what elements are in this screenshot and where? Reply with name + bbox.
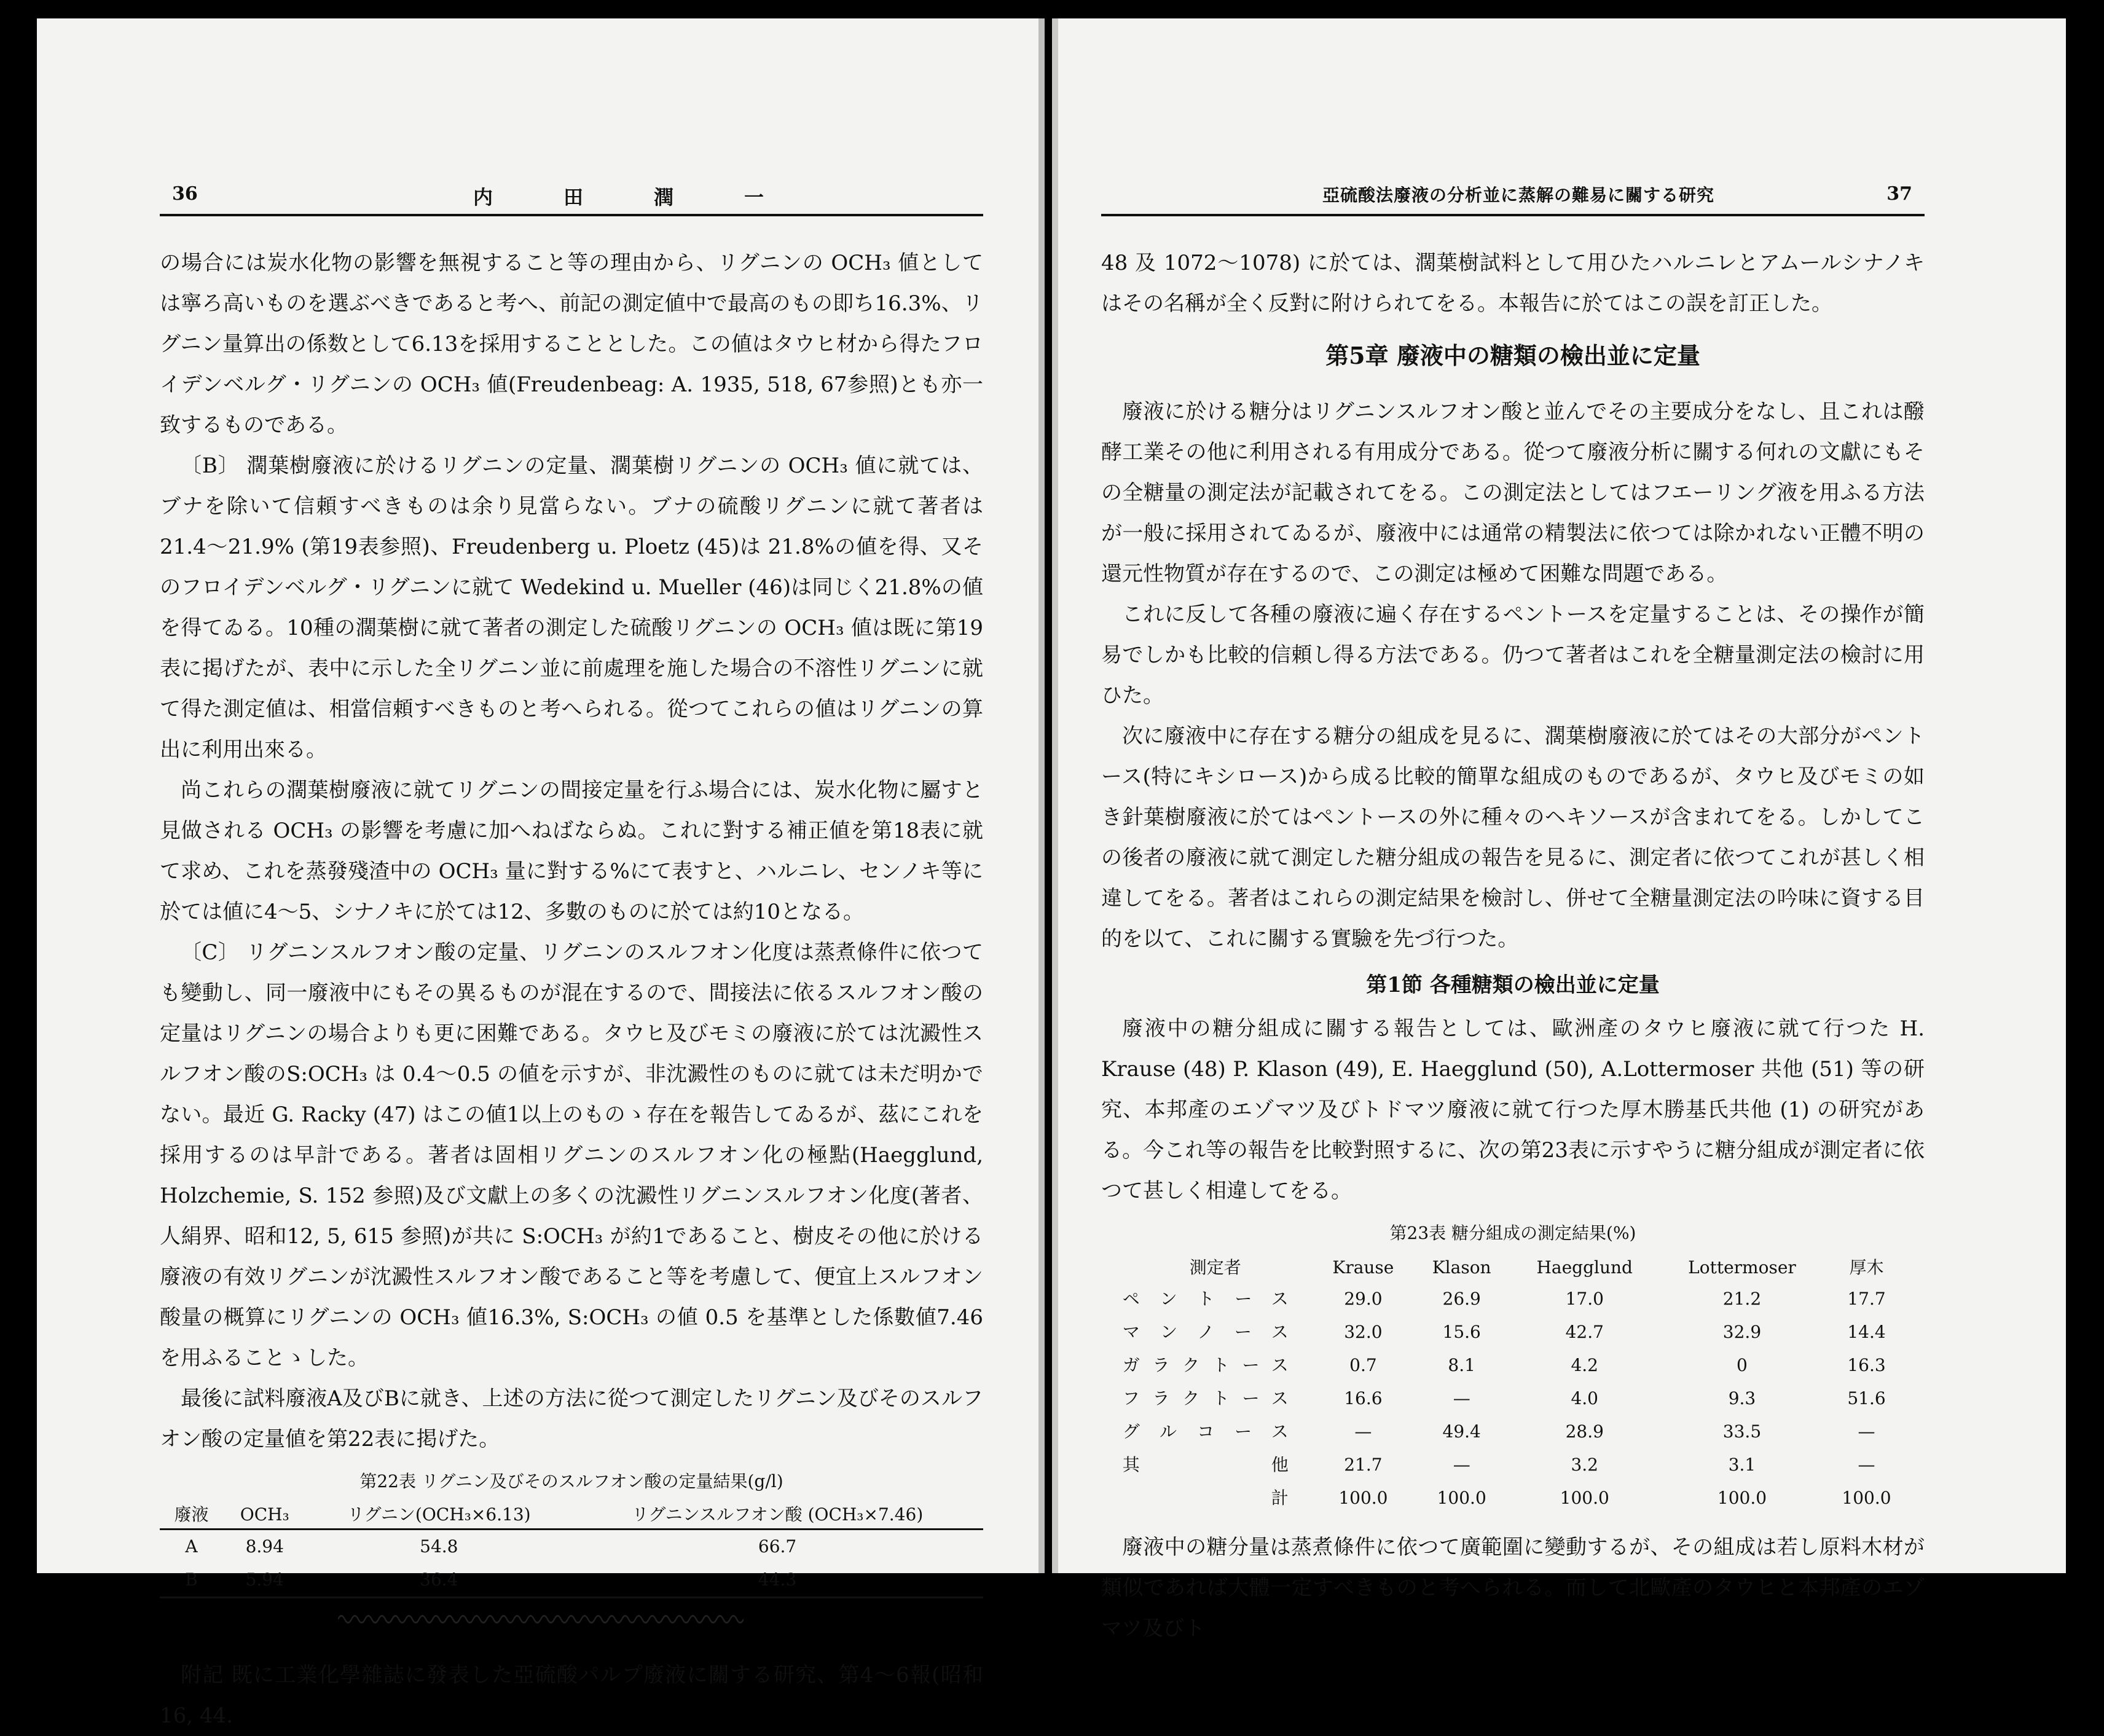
running-head-title: 亞硫酸法廢液の分析並に蒸解の難易に關する研究 [1322, 185, 1715, 205]
table-row [1118, 1415, 1908, 1448]
table-cell: 4.2 [1571, 1355, 1598, 1375]
table-header: Lottermoser [1688, 1257, 1796, 1278]
table-cell: 42.7 [1565, 1322, 1604, 1342]
paragraph: これに反して各種の廢液に遍く存在するペントースを定量することは、その操作が簡易でしかも比較的信頼し得る方法である。仍つて著者はこれを全糖量測定法の檢討に用ひた。 [1101, 602, 1925, 708]
paragraph: 〔B〕 濶葉樹廢液に於けるリグニンの定量、濶葉樹リグニンの OCH₃ 値に就ては、ブナを除いて信頼すべきものは余り見當らない。ブナの硫酸リグニンに就て著者は 21.4～21.9% (第19表参照)、Freudenberg u. Ploetz (45)は 21.8%の値を得、又そのフロイデンベルグ・リグニンに就て Wedekind u. Mueller (46)は同じく21.8%の値を得てゐる。10種の濶葉樹に就て著者の測定した硫酸リグニンの OCH₃ 値は既に第19表に掲げたが、表中に示した全リグニン並に前處理を施した場合の不溶性リグニンに就て得た測定値は、相當信頼すべきものと考へられる。從つてこれらの値はリグニンの算出に利用出來る。 [160, 454, 983, 762]
table-cell: 100.0 [1842, 1488, 1891, 1508]
right-running-header [1101, 177, 1925, 216]
paragraph: 廢液中の糖分組成に關する報告としては、歐洲產のタウヒ廢液に就て行つた H. Krause (48) P. Klason (49), E. Haegglund (50), A.Lottermoser 共他 (51) 等の研究、本邦產のエゾマツ及びトドマツ廢液に就て行つた厚木勝基氏共他 (1) の研究がある。今これ等の報告を比較對照するに、次の第23表に示すやうに糖分組成が測定者に依つて甚しく相違してをる。 [1101, 1016, 1925, 1203]
table-cell: 17.0 [1565, 1289, 1604, 1309]
table-cell: 54.8 [420, 1536, 458, 1557]
table-cell: 44.3 [758, 1569, 797, 1590]
paragraph: 最後に試料廢液A及びBに就き、上述の方法に從つて測定したリグニン及びそのスルフオン酸の定量値を第22表に掲げた。 [160, 1386, 983, 1451]
left-page [37, 18, 1045, 1728]
table-cell: A [185, 1536, 198, 1557]
table-row [1118, 1448, 1908, 1482]
table-row-total [1118, 1482, 1908, 1515]
chapter-title: 第5章 廢液中の糖類の檢出並に定量 [1325, 342, 1700, 369]
footnote: 附記 既に工業化學雜誌に發表した亞硫酸パルプ廢液に關する研究、第4～6報(昭和16, 44. [160, 1663, 983, 1728]
table-cell: 100.0 [1717, 1488, 1767, 1508]
table-cell: 100.0 [1338, 1488, 1388, 1508]
table-cell: 16.3 [1847, 1355, 1886, 1375]
table-header: Krause [1332, 1257, 1394, 1278]
table-cell: 51.6 [1847, 1388, 1886, 1408]
table-row [160, 1563, 983, 1598]
table-cell: 49.4 [1442, 1421, 1481, 1442]
right-page [1052, 18, 2066, 1641]
paragraph: 〔C〕 リグニンスルフオン酸の定量、リグニンのスルフオン化度は蒸煮條件に依つても變動し、同一廢液中にもその異るものが混在するので、間接法に依るスルフオン酸の定量はリグニンの場合よりも更に困難である。タウヒ及びモミの廢液に於ては沈澱性スルフオン酸のS:OCH₃ は 0.4～0.5 の値を示すが、非沈澱性のものに就ては未だ明かでない。最近 G. Racky (47) はこの値1以上のものゝ存在を報告してゐるが、茲にこれを採用するのは早計である。著者は固相リグニンのスルフオン化の極點(Haegglund, Holzchemie, S. 152 参照)及び文獻上の多くの沈澱性リグニンスルフオン化度(著者、人絹界、昭和12, 5, 615 参照)が共に S:OCH₃ が約1であること、樹皮その他に於ける廢液の有效リグニンが沈澱性スルフオン酸であること等を考慮して、便宜上スルフオン酸量の概算にリグニンの OCH₃ 値16.3%, S:OCH₃ の値 0.5 を基準とした係數値7.46を用ふることゝした。 [160, 940, 983, 1370]
table-cell: 28.9 [1565, 1421, 1604, 1442]
table-22-caption: 第22表 リグニン及びそのスルフオン酸の定量結果(g/l) [359, 1471, 783, 1491]
table-cell: 8.1 [1448, 1355, 1475, 1375]
table-cell: — [1453, 1388, 1470, 1408]
page-edge [1052, 18, 1058, 1573]
paragraph: 廢液中の糖分量は蒸煮條件に依つて廣範圍に變動するが、その組成は若し原料木材が類似であれば大體一定すべきものと考へられる。而して北歐產のタウヒと本邦產のエゾマツ及びト [1101, 1535, 1925, 1641]
table-cell: 5.94 [245, 1569, 284, 1590]
running-head-author: 内田潤一 [473, 186, 835, 209]
right-page-body [1101, 243, 1925, 1649]
table-22 [160, 1501, 983, 1598]
table-row [1118, 1349, 1908, 1382]
table-cell: 17.7 [1847, 1289, 1886, 1309]
paragraph: 尚これらの濶葉樹廢液に就てリグニンの間接定量を行ふ場合には、炭水化物に屬すと見做される OCH₃ の影響を考慮に加へねばならぬ。これに對する補正値を第18表に就て求め、これを蒸發殘渣中の OCH₃ 量に對する%にて表すと、ハルニレ、センノキ等に於ては値に4～5、シナノキに於ては12、多數のものに於ては約10となる。 [160, 778, 983, 924]
table-cell: 33.5 [1722, 1421, 1762, 1442]
table-cell: 14.4 [1847, 1322, 1886, 1342]
table-header: Klason [1432, 1257, 1491, 1278]
paragraph: の場合には炭水化物の影響を無視すること等の理由から、リグニンの OCH₃ 値としては寧ろ高いものを選ぶべきであると考へ、前記の測定値中で最高のもの即ち16.3%、リグニン量算出の係数として6.13を採用することとした。この値はタウヒ材から得たフロイデンベルグ・リグニンの OCH₃ 値(Freudenbeag: A. 1935, 518, 67参照)とも亦一致するものである。 [160, 251, 983, 438]
wavy-divider [338, 1611, 744, 1628]
paragraph: 廢液に於ける糖分はリグニンスルフオン酸と並んでその主要成分をなし、且これは醱酵工業その他に利用される有用成分である。從つて廢液分析に關する何れの文獻にもその全糖量の測定法が記載されてをる。この測定法としてはフエーリング液を用ふる方法が一般に採用されてゐるが、廢液中には通常の精製法に依つては除かれない正體不明の還元性物質が存在するので、この測定は極めて困難な問題である。 [1101, 399, 1925, 586]
table-header: 廢液 [174, 1504, 209, 1525]
page-number: 37 [1886, 183, 1912, 205]
table-header: リグニン(OCH₃×6.13) [347, 1504, 531, 1525]
table-cell: 4.0 [1571, 1388, 1598, 1408]
table-cell: 3.2 [1571, 1455, 1598, 1475]
paragraph: 次に廢液中に存在する糖分の組成を見るに、濶葉樹廢液に於てはその大部分がペントース(特にキシロース)から成る比較的簡單な組成のものであるが、タウヒ及びモミの如き針葉樹廢液に於てはペントースの外に種々のヘキソースが含まれてをる。しかしてこの後者の廢液に就て測定した糖分組成の報告を見るに、測定者に依つてこれが甚しく相違してをる。著者はこれらの測定結果を檢討し、併せて全糖量測定法の吟味に資する目的を以て、これに關する實驗を先づ行つた。 [1101, 724, 1925, 951]
table-cell: 66.7 [758, 1536, 797, 1557]
row-label: ペントース [1122, 1289, 1289, 1309]
table-cell: 32.0 [1344, 1322, 1383, 1342]
page-edge [1038, 18, 1045, 1573]
table-cell: 32.9 [1722, 1322, 1762, 1342]
table-cell: 100.0 [1560, 1488, 1609, 1508]
table-header: 測定者 [1189, 1257, 1241, 1278]
table-cell: 0.7 [1349, 1355, 1377, 1375]
row-label: 其他 [1122, 1455, 1289, 1475]
left-page-body [160, 243, 983, 1736]
table-header: OCH₃ [240, 1504, 289, 1525]
table-cell: 36.4 [420, 1569, 458, 1590]
table-cell: 29.0 [1344, 1289, 1383, 1309]
table-cell: — [1354, 1421, 1372, 1442]
table-cell: 15.6 [1442, 1322, 1481, 1342]
table-cell: 100.0 [1437, 1488, 1486, 1508]
table-row [1118, 1282, 1908, 1316]
table-cell: 21.7 [1344, 1455, 1383, 1475]
table-cell: — [1453, 1455, 1470, 1475]
table-23-caption: 第23表 糖分組成の測定結果(%) [1389, 1223, 1636, 1243]
row-label: グルコース [1122, 1421, 1289, 1442]
table-header: 厚木 [1849, 1257, 1884, 1278]
table-cell: 21.2 [1722, 1289, 1762, 1309]
table-header: Haegglund [1536, 1257, 1633, 1278]
row-label: マンノース [1122, 1322, 1289, 1342]
table-cell: 26.9 [1442, 1289, 1481, 1309]
table-cell: 9.3 [1728, 1388, 1756, 1408]
table-cell: 8.94 [245, 1536, 284, 1557]
table-cell: 0 [1737, 1355, 1748, 1375]
table-row [160, 1530, 983, 1564]
row-label: 計 [1271, 1488, 1289, 1508]
section-title: 第1節 各種糖類の檢出並に定量 [1366, 973, 1660, 997]
table-row [1118, 1316, 1908, 1349]
row-label: ガラクトース [1122, 1355, 1289, 1375]
table-23 [1118, 1253, 1908, 1515]
table-cell: 3.1 [1728, 1455, 1756, 1475]
table-cell: 16.6 [1344, 1388, 1383, 1408]
table-header: リグニンスルフオン酸 (OCH₃×7.46) [631, 1504, 924, 1525]
table-cell: — [1858, 1455, 1875, 1475]
table-cell: — [1858, 1421, 1875, 1442]
paragraph: 48 及 1072～1078) に於ては、濶葉樹試料として用ひたハルニレとアムールシナノキはその名稱が全く反對に附けられてをる。本報告に於てはこの誤を訂正した。 [1101, 251, 1925, 316]
table-header-row [1118, 1253, 1908, 1282]
left-running-header [160, 177, 983, 216]
table-row [1118, 1382, 1908, 1415]
table-header-row [160, 1501, 983, 1530]
table-cell: B [185, 1569, 198, 1590]
page-number: 36 [172, 183, 198, 205]
row-label: フラクトース [1122, 1388, 1289, 1408]
